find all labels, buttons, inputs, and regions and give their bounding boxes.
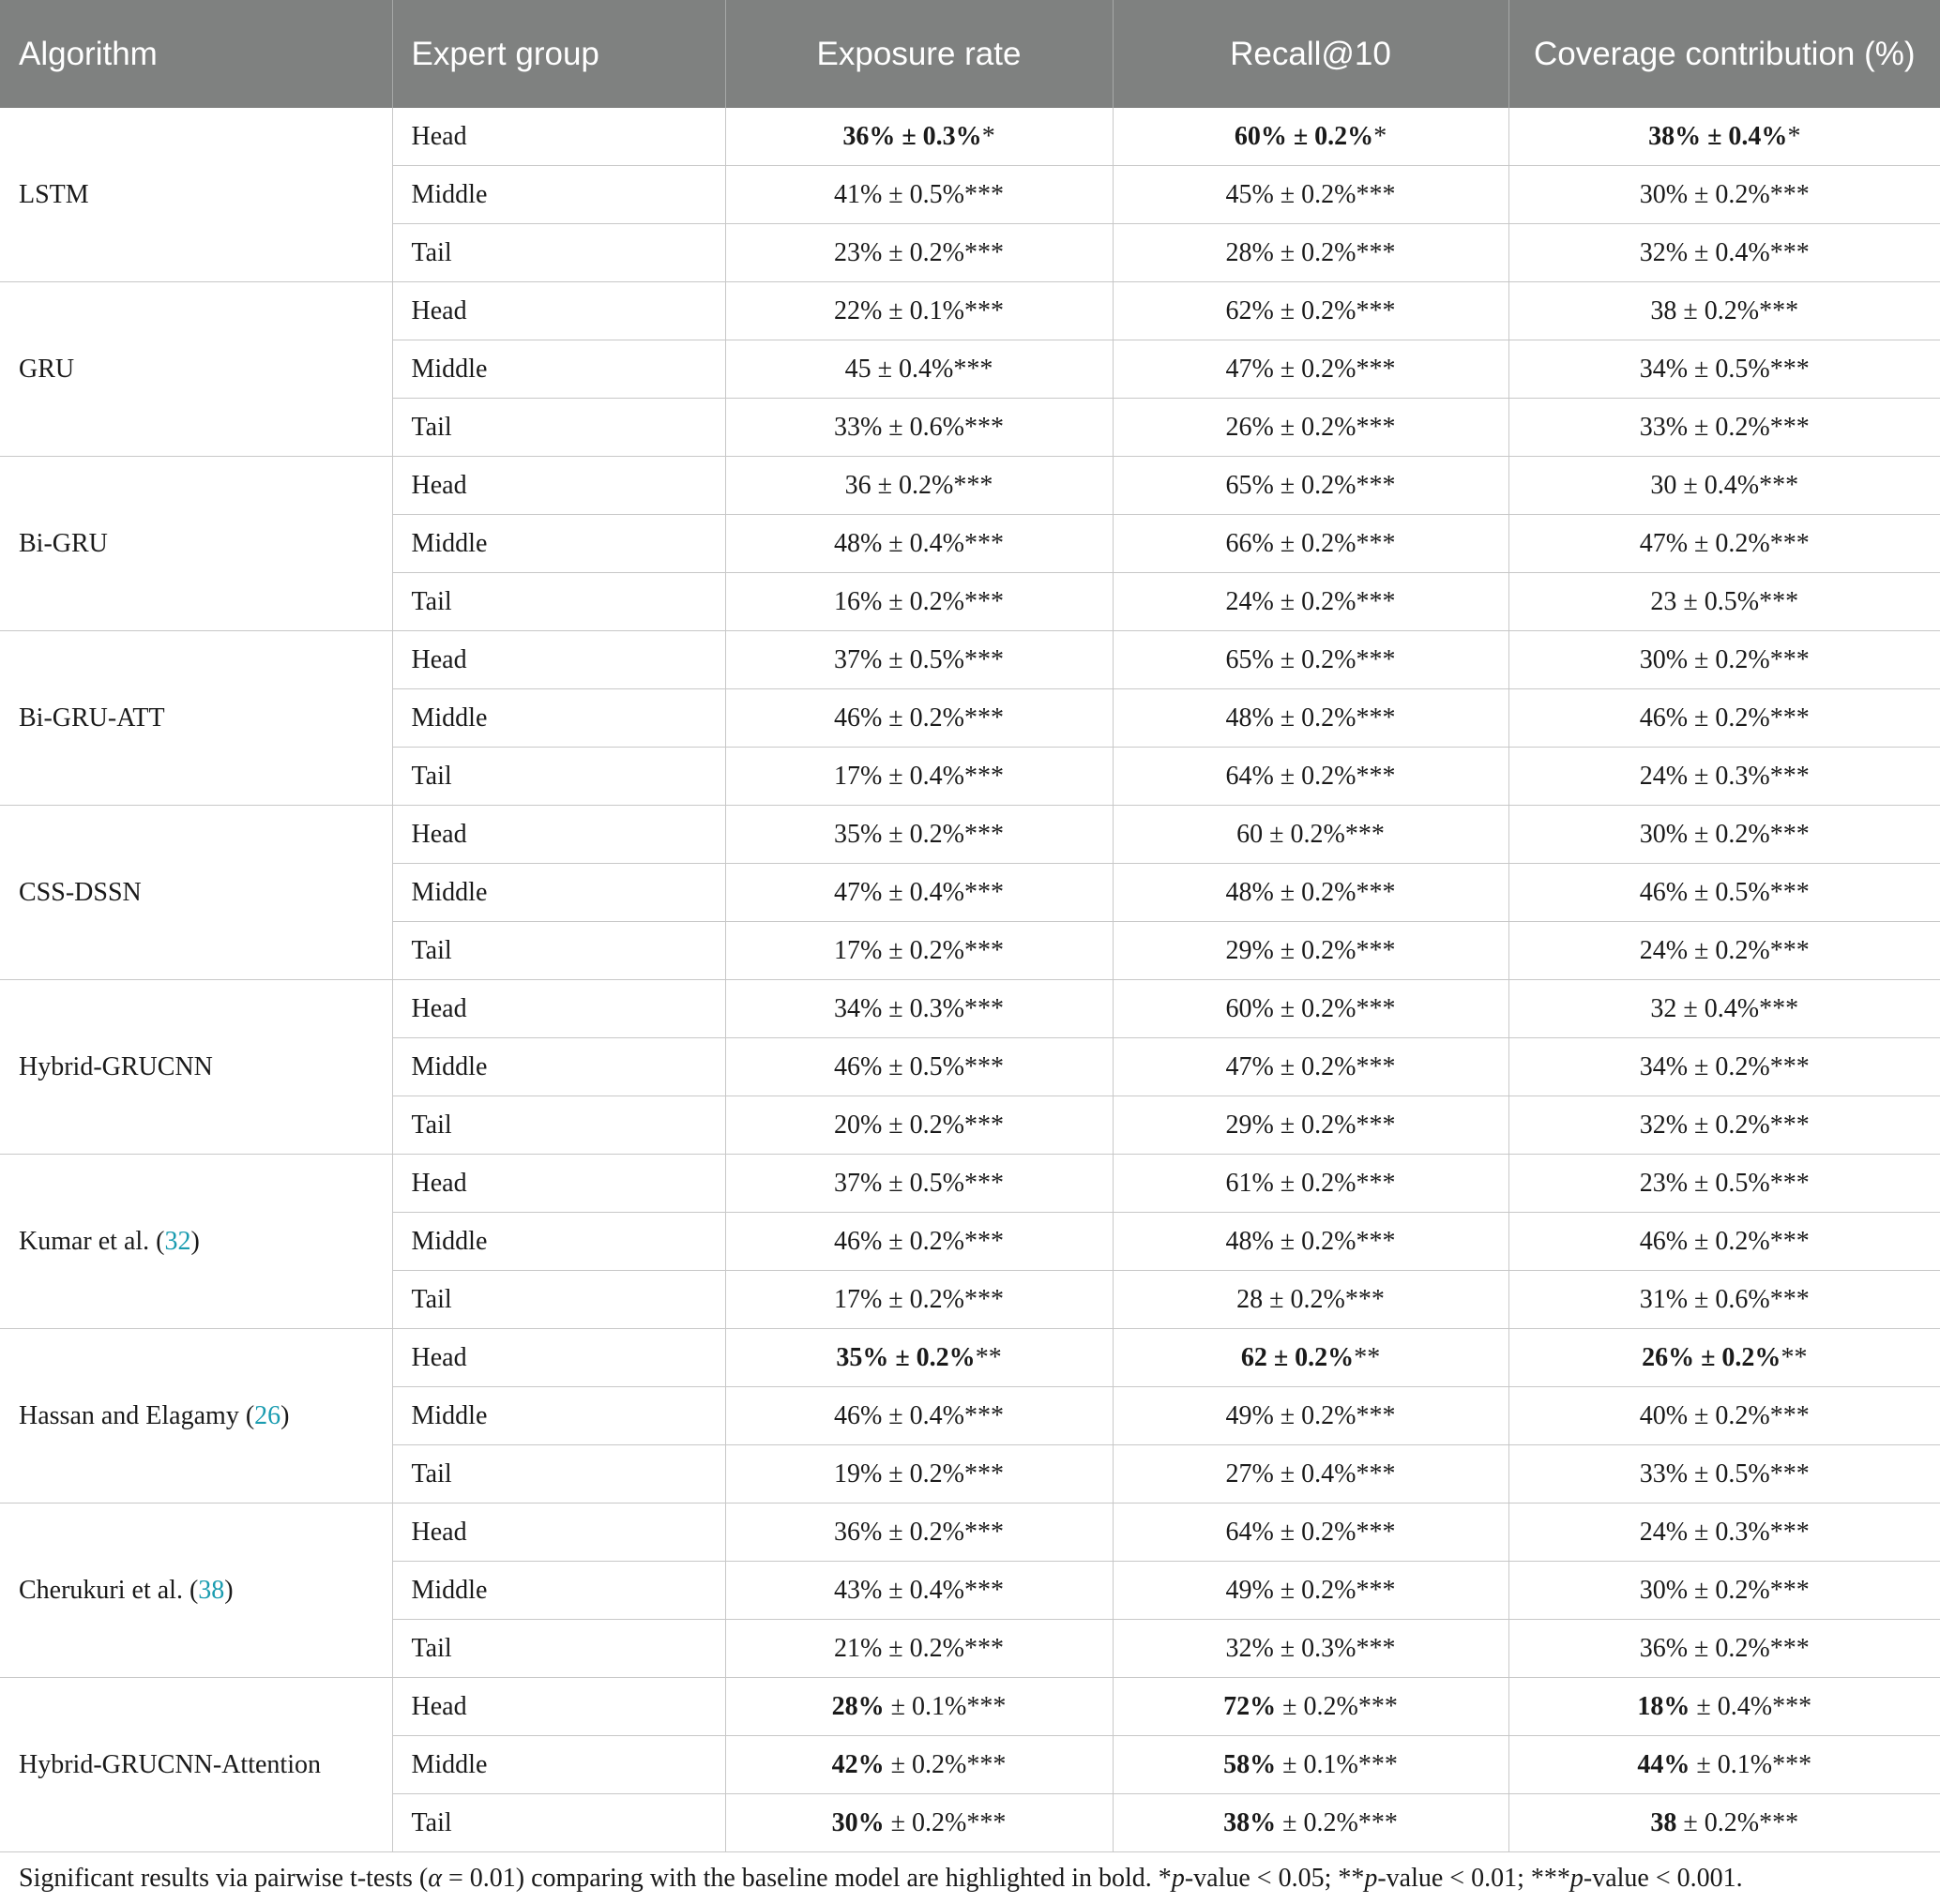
recall-at-10-cell bbox=[1113, 689, 1508, 748]
coverage-contribution-cell bbox=[1508, 224, 1940, 282]
exposure-rate-cell bbox=[725, 515, 1113, 573]
value-text: 46% ± 0.2%*** bbox=[1639, 703, 1810, 733]
bold-value: 72% bbox=[1223, 1692, 1277, 1721]
algorithm-cell bbox=[0, 806, 392, 980]
exposure-rate-cell bbox=[725, 399, 1113, 457]
coverage-contribution-cell bbox=[1508, 1562, 1940, 1620]
reference-close-paren: ) bbox=[190, 1227, 200, 1256]
bold-value: 35% ± 0.2% bbox=[836, 1343, 976, 1372]
value-text: 28 ± 0.2%*** bbox=[1236, 1285, 1385, 1314]
reference-link[interactable]: 38 bbox=[198, 1576, 225, 1605]
value-text: ± 0.1%*** bbox=[884, 1692, 1007, 1721]
reference-link[interactable]: 26 bbox=[254, 1401, 281, 1430]
table-row bbox=[0, 806, 1940, 864]
recall-at-10-cell bbox=[1113, 1038, 1508, 1096]
table-row bbox=[0, 1504, 1940, 1562]
coverage-contribution-cell bbox=[1508, 748, 1940, 806]
value-text: 30% ± 0.2%*** bbox=[1639, 820, 1810, 849]
value-text: 35% ± 0.2%*** bbox=[833, 820, 1004, 849]
algorithm-name: Bi-GRU-ATT bbox=[19, 703, 165, 733]
recall-at-10-cell bbox=[1113, 108, 1508, 166]
value-text: 46% ± 0.5%*** bbox=[833, 1052, 1004, 1081]
value-text: 24% ± 0.3%*** bbox=[1639, 762, 1810, 791]
value-text: 31% ± 0.6%*** bbox=[1639, 1285, 1810, 1314]
header-exposure-rate: Exposure rate bbox=[725, 0, 1113, 108]
expert-group-cell: Head bbox=[392, 457, 725, 515]
table-footnote bbox=[0, 1852, 1940, 1896]
coverage-contribution-cell bbox=[1508, 1504, 1940, 1562]
value-text: 26% ± 0.2%*** bbox=[1225, 413, 1396, 442]
recall-at-10-cell bbox=[1113, 166, 1508, 224]
coverage-contribution-cell bbox=[1508, 282, 1940, 340]
coverage-contribution-cell bbox=[1508, 1038, 1940, 1096]
recall-at-10-cell bbox=[1113, 1387, 1508, 1445]
bold-value: 30% bbox=[831, 1808, 885, 1837]
value-text: 37% ± 0.5%*** bbox=[833, 1169, 1004, 1198]
value-text: 64% ± 0.2%*** bbox=[1225, 762, 1396, 791]
value-text: 30% ± 0.2%*** bbox=[1639, 1576, 1810, 1605]
algorithm-cell bbox=[0, 1504, 392, 1678]
footnote-part: = 0.01) comparing with the baseline model are highlighted in bold. * bbox=[441, 1864, 1172, 1893]
value-text: 32% ± 0.2%*** bbox=[1639, 1111, 1810, 1140]
algorithm-name: Hassan and Elagamy ( bbox=[19, 1401, 255, 1430]
value-text: 36% ± 0.2%*** bbox=[1639, 1634, 1810, 1663]
value-text: 41% ± 0.5%*** bbox=[833, 180, 1004, 209]
footnote-part: -value < 0.001. bbox=[1583, 1864, 1743, 1893]
expert-group-cell: Head bbox=[392, 806, 725, 864]
value-text: * bbox=[981, 122, 995, 151]
algorithm-cell bbox=[0, 1329, 392, 1504]
exposure-rate-cell bbox=[725, 108, 1113, 166]
value-text: 60 ± 0.2%*** bbox=[1236, 820, 1385, 849]
value-text: 19% ± 0.2%*** bbox=[833, 1459, 1004, 1488]
value-text: 48% ± 0.2%*** bbox=[1225, 703, 1396, 733]
exposure-rate-cell bbox=[725, 573, 1113, 631]
expert-group-cell: Head bbox=[392, 1678, 725, 1736]
table-row bbox=[0, 980, 1940, 1038]
coverage-contribution-cell bbox=[1508, 399, 1940, 457]
expert-group-cell: Head bbox=[392, 282, 725, 340]
value-text: 28% ± 0.2%*** bbox=[1225, 238, 1396, 267]
value-text: 16% ± 0.2%*** bbox=[833, 587, 1004, 616]
coverage-contribution-cell bbox=[1508, 108, 1940, 166]
algorithm-name: Cherukuri et al. ( bbox=[19, 1576, 199, 1605]
value-text: 43% ± 0.4%*** bbox=[833, 1576, 1004, 1605]
value-text: 48% ± 0.2%*** bbox=[1225, 1227, 1396, 1256]
exposure-rate-cell bbox=[725, 864, 1113, 922]
recall-at-10-cell bbox=[1113, 1096, 1508, 1155]
footnote-part: Significant results via pairwise t-tests ( bbox=[19, 1864, 429, 1893]
value-text: ± 0.2%*** bbox=[1276, 1692, 1398, 1721]
value-text: 61% ± 0.2%*** bbox=[1225, 1169, 1396, 1198]
exposure-rate-cell bbox=[725, 1445, 1113, 1504]
exposure-rate-cell bbox=[725, 922, 1113, 980]
algorithm-cell bbox=[0, 1678, 392, 1852]
bold-value: 36% ± 0.3% bbox=[842, 122, 982, 151]
value-text: 20% ± 0.2%*** bbox=[833, 1111, 1004, 1140]
value-text: 30% ± 0.2%*** bbox=[1639, 180, 1810, 209]
coverage-contribution-cell bbox=[1508, 1096, 1940, 1155]
exposure-rate-cell bbox=[725, 1213, 1113, 1271]
recall-at-10-cell bbox=[1113, 806, 1508, 864]
table-body bbox=[0, 108, 1940, 1852]
reference-close-paren: ) bbox=[224, 1576, 234, 1605]
exposure-rate-cell bbox=[725, 980, 1113, 1038]
table-row bbox=[0, 1678, 1940, 1736]
recall-at-10-cell bbox=[1113, 282, 1508, 340]
bold-value: 62 ± 0.2% bbox=[1240, 1343, 1355, 1372]
coverage-contribution-cell bbox=[1508, 806, 1940, 864]
coverage-contribution-cell bbox=[1508, 980, 1940, 1038]
coverage-contribution-cell bbox=[1508, 631, 1940, 689]
expert-group-cell: Middle bbox=[392, 1736, 725, 1794]
value-text: 29% ± 0.2%*** bbox=[1225, 936, 1396, 965]
value-text: ± 0.1%*** bbox=[1276, 1750, 1398, 1779]
recall-at-10-cell bbox=[1113, 864, 1508, 922]
value-text: 23% ± 0.5%*** bbox=[1639, 1169, 1810, 1198]
recall-at-10-cell bbox=[1113, 980, 1508, 1038]
value-text: 32 ± 0.4%*** bbox=[1650, 994, 1799, 1023]
exposure-rate-cell bbox=[725, 1504, 1113, 1562]
exposure-rate-cell bbox=[725, 1096, 1113, 1155]
header-algorithm: Algorithm bbox=[0, 0, 392, 108]
recall-at-10-cell bbox=[1113, 922, 1508, 980]
recall-at-10-cell bbox=[1113, 1271, 1508, 1329]
recall-at-10-cell bbox=[1113, 1736, 1508, 1794]
table-header bbox=[0, 0, 1940, 108]
bold-value: 38 bbox=[1650, 1808, 1677, 1837]
value-text: 46% ± 0.2%*** bbox=[1639, 1227, 1810, 1256]
value-text: 48% ± 0.2%*** bbox=[1225, 878, 1396, 907]
recall-at-10-cell bbox=[1113, 1504, 1508, 1562]
expert-group-cell: Middle bbox=[392, 689, 725, 748]
value-text: 33% ± 0.6%*** bbox=[833, 413, 1004, 442]
value-text: 36 ± 0.2%*** bbox=[844, 471, 993, 500]
recall-at-10-cell bbox=[1113, 1213, 1508, 1271]
value-text: 29% ± 0.2%*** bbox=[1225, 1111, 1396, 1140]
expert-group-cell: Head bbox=[392, 1329, 725, 1387]
value-text: 47% ± 0.4%*** bbox=[833, 878, 1004, 907]
value-text: 23 ± 0.5%*** bbox=[1650, 587, 1799, 616]
value-text: 49% ± 0.2%*** bbox=[1225, 1576, 1396, 1605]
value-text: 62% ± 0.2%*** bbox=[1225, 296, 1396, 325]
value-text: 23% ± 0.2%*** bbox=[833, 238, 1004, 267]
algorithm-name: Hybrid-GRUCNN bbox=[19, 1052, 213, 1081]
expert-group-cell: Tail bbox=[392, 399, 725, 457]
value-text: 47% ± 0.2%*** bbox=[1639, 529, 1810, 558]
table-row bbox=[0, 1329, 1940, 1387]
footnote-alpha: α bbox=[428, 1864, 442, 1893]
coverage-contribution-cell bbox=[1508, 1387, 1940, 1445]
coverage-contribution-cell bbox=[1508, 1445, 1940, 1504]
bold-value: 26% ± 0.2% bbox=[1642, 1343, 1781, 1372]
value-text: 22% ± 0.1%*** bbox=[833, 296, 1004, 325]
value-text: 30 ± 0.4%*** bbox=[1650, 471, 1799, 500]
algorithm-name: GRU bbox=[19, 355, 75, 384]
bold-value: 38% ± 0.4% bbox=[1648, 122, 1788, 151]
value-text: ** bbox=[975, 1343, 1002, 1372]
bold-value: 44% bbox=[1637, 1750, 1690, 1779]
algorithm-name: Kumar et al. ( bbox=[19, 1227, 165, 1256]
expert-group-cell: Head bbox=[392, 108, 725, 166]
value-text: 65% ± 0.2%*** bbox=[1225, 645, 1396, 674]
value-text: 24% ± 0.2%*** bbox=[1225, 587, 1396, 616]
exposure-rate-cell bbox=[725, 748, 1113, 806]
expert-group-cell: Tail bbox=[392, 1794, 725, 1852]
expert-group-cell: Middle bbox=[392, 864, 725, 922]
exposure-rate-cell bbox=[725, 166, 1113, 224]
exposure-rate-cell bbox=[725, 1562, 1113, 1620]
algorithm-cell bbox=[0, 282, 392, 457]
recall-at-10-cell bbox=[1113, 1155, 1508, 1213]
value-text: 49% ± 0.2%*** bbox=[1225, 1401, 1396, 1430]
table-row bbox=[0, 631, 1940, 689]
coverage-contribution-cell bbox=[1508, 1213, 1940, 1271]
algorithm-cell bbox=[0, 980, 392, 1155]
exposure-rate-cell bbox=[725, 340, 1113, 399]
value-text: ± 0.1%*** bbox=[1690, 1750, 1812, 1779]
recall-at-10-cell bbox=[1113, 1445, 1508, 1504]
value-text: ** bbox=[1354, 1343, 1381, 1372]
coverage-contribution-cell bbox=[1508, 1678, 1940, 1736]
algorithm-cell bbox=[0, 631, 392, 806]
bold-value: 60% ± 0.2% bbox=[1234, 122, 1374, 151]
value-text: 46% ± 0.5%*** bbox=[1639, 878, 1810, 907]
expert-group-cell: Tail bbox=[392, 224, 725, 282]
value-text: 36% ± 0.2%*** bbox=[833, 1518, 1004, 1547]
value-text: 34% ± 0.2%*** bbox=[1639, 1052, 1810, 1081]
bold-value: 18% bbox=[1637, 1692, 1690, 1721]
reference-close-paren: ) bbox=[280, 1401, 290, 1430]
expert-group-cell: Middle bbox=[392, 515, 725, 573]
exposure-rate-cell bbox=[725, 1387, 1113, 1445]
coverage-contribution-cell bbox=[1508, 457, 1940, 515]
value-text: * bbox=[1787, 122, 1801, 151]
bold-value: 38% bbox=[1223, 1808, 1277, 1837]
exposure-rate-cell bbox=[725, 282, 1113, 340]
value-text: 32% ± 0.4%*** bbox=[1639, 238, 1810, 267]
expert-group-cell: Tail bbox=[392, 748, 725, 806]
value-text: ± 0.2%*** bbox=[1276, 1808, 1398, 1837]
value-text: 24% ± 0.2%*** bbox=[1639, 936, 1810, 965]
recall-at-10-cell bbox=[1113, 631, 1508, 689]
exposure-rate-cell bbox=[725, 1620, 1113, 1678]
recall-at-10-cell bbox=[1113, 457, 1508, 515]
expert-group-cell: Middle bbox=[392, 1387, 725, 1445]
table-row bbox=[0, 1155, 1940, 1213]
coverage-contribution-cell bbox=[1508, 864, 1940, 922]
coverage-contribution-cell bbox=[1508, 573, 1940, 631]
value-text: 34% ± 0.3%*** bbox=[833, 994, 1004, 1023]
value-text: 17% ± 0.2%*** bbox=[833, 936, 1004, 965]
bold-value: 28% bbox=[831, 1692, 885, 1721]
value-text: 46% ± 0.2%*** bbox=[833, 703, 1004, 733]
algorithm-name: Bi-GRU bbox=[19, 529, 108, 558]
coverage-contribution-cell bbox=[1508, 340, 1940, 399]
value-text: 17% ± 0.4%*** bbox=[833, 762, 1004, 791]
table-row bbox=[0, 282, 1940, 340]
value-text: 27% ± 0.4%*** bbox=[1225, 1459, 1396, 1488]
footnote-p: p bbox=[1364, 1864, 1378, 1893]
coverage-contribution-cell bbox=[1508, 1329, 1940, 1387]
header-coverage-contribution: Coverage contribution (%) bbox=[1508, 0, 1940, 108]
value-text: 65% ± 0.2%*** bbox=[1225, 471, 1396, 500]
exposure-rate-cell bbox=[725, 1794, 1113, 1852]
bold-value: 42% bbox=[831, 1750, 885, 1779]
value-text: 21% ± 0.2%*** bbox=[833, 1634, 1004, 1663]
value-text: ± 0.4%*** bbox=[1690, 1692, 1812, 1721]
exposure-rate-cell bbox=[725, 224, 1113, 282]
value-text: 34% ± 0.5%*** bbox=[1639, 355, 1810, 384]
recall-at-10-cell bbox=[1113, 1620, 1508, 1678]
value-text: ** bbox=[1781, 1343, 1808, 1372]
expert-group-cell: Head bbox=[392, 1155, 725, 1213]
recall-at-10-cell bbox=[1113, 399, 1508, 457]
exposure-rate-cell bbox=[725, 806, 1113, 864]
value-text: 40% ± 0.2%*** bbox=[1639, 1401, 1810, 1430]
bold-value: 58% bbox=[1223, 1750, 1277, 1779]
footnote-part: -value < 0.05; ** bbox=[1184, 1864, 1365, 1893]
value-text: 47% ± 0.2%*** bbox=[1225, 355, 1396, 384]
expert-group-cell: Middle bbox=[392, 166, 725, 224]
coverage-contribution-cell bbox=[1508, 1794, 1940, 1852]
expert-group-cell: Middle bbox=[392, 1562, 725, 1620]
value-text: ± 0.2%*** bbox=[884, 1808, 1007, 1837]
expert-group-cell: Tail bbox=[392, 922, 725, 980]
expert-group-cell: Tail bbox=[392, 1445, 725, 1504]
value-text: ± 0.2%*** bbox=[884, 1750, 1007, 1779]
header-expert-group: Expert group bbox=[392, 0, 725, 108]
recall-at-10-cell bbox=[1113, 573, 1508, 631]
value-text: 37% ± 0.5%*** bbox=[833, 645, 1004, 674]
coverage-contribution-cell bbox=[1508, 166, 1940, 224]
value-text: 32% ± 0.3%*** bbox=[1225, 1634, 1396, 1663]
algorithm-cell bbox=[0, 457, 392, 631]
recall-at-10-cell bbox=[1113, 1678, 1508, 1736]
value-text: 60% ± 0.2%*** bbox=[1225, 994, 1396, 1023]
expert-group-cell: Tail bbox=[392, 1271, 725, 1329]
recall-at-10-cell bbox=[1113, 748, 1508, 806]
exposure-rate-cell bbox=[725, 689, 1113, 748]
value-text: 45 ± 0.4%*** bbox=[844, 355, 993, 384]
value-text: 45% ± 0.2%*** bbox=[1225, 180, 1396, 209]
header-row bbox=[0, 0, 1940, 108]
exposure-rate-cell bbox=[725, 631, 1113, 689]
value-text: 64% ± 0.2%*** bbox=[1225, 1518, 1396, 1547]
expert-group-cell: Head bbox=[392, 1504, 725, 1562]
footnote-p: p bbox=[1569, 1864, 1584, 1893]
recall-at-10-cell bbox=[1113, 1562, 1508, 1620]
recall-at-10-cell bbox=[1113, 1794, 1508, 1852]
expert-group-cell: Middle bbox=[392, 1213, 725, 1271]
exposure-rate-cell bbox=[725, 1038, 1113, 1096]
coverage-contribution-cell bbox=[1508, 689, 1940, 748]
exposure-rate-cell bbox=[725, 1736, 1113, 1794]
table-row bbox=[0, 108, 1940, 166]
coverage-contribution-cell bbox=[1508, 1155, 1940, 1213]
algorithm-name: LSTM bbox=[19, 180, 89, 209]
recall-at-10-cell bbox=[1113, 340, 1508, 399]
value-text: 66% ± 0.2%*** bbox=[1225, 529, 1396, 558]
expert-group-cell: Middle bbox=[392, 1038, 725, 1096]
value-text: * bbox=[1373, 122, 1387, 151]
value-text: 17% ± 0.2%*** bbox=[833, 1285, 1004, 1314]
value-text: 48% ± 0.4%*** bbox=[833, 529, 1004, 558]
value-text: 47% ± 0.2%*** bbox=[1225, 1052, 1396, 1081]
algorithm-cell bbox=[0, 108, 392, 282]
value-text: 38 ± 0.2%*** bbox=[1650, 296, 1799, 325]
value-text: 46% ± 0.2%*** bbox=[833, 1227, 1004, 1256]
value-text: ± 0.2%*** bbox=[1676, 1808, 1799, 1837]
expert-group-cell: Head bbox=[392, 631, 725, 689]
coverage-contribution-cell bbox=[1508, 1620, 1940, 1678]
exposure-rate-cell bbox=[725, 1155, 1113, 1213]
value-text: 46% ± 0.4%*** bbox=[833, 1401, 1004, 1430]
reference-link[interactable]: 32 bbox=[164, 1227, 191, 1256]
exposure-rate-cell bbox=[725, 1271, 1113, 1329]
value-text: 33% ± 0.2%*** bbox=[1639, 413, 1810, 442]
coverage-contribution-cell bbox=[1508, 922, 1940, 980]
recall-at-10-cell bbox=[1113, 515, 1508, 573]
value-text: 33% ± 0.5%*** bbox=[1639, 1459, 1810, 1488]
algorithm-name: CSS-DSSN bbox=[19, 878, 142, 907]
algorithm-name: Hybrid-GRUCNN-Attention bbox=[19, 1750, 321, 1779]
coverage-contribution-cell bbox=[1508, 515, 1940, 573]
recall-at-10-cell bbox=[1113, 1329, 1508, 1387]
exposure-rate-cell bbox=[725, 1329, 1113, 1387]
footnote-part: -value < 0.01; *** bbox=[1377, 1864, 1570, 1893]
exposure-rate-cell bbox=[725, 1678, 1113, 1736]
recall-at-10-cell bbox=[1113, 224, 1508, 282]
expert-group-cell: Tail bbox=[392, 573, 725, 631]
coverage-contribution-cell bbox=[1508, 1736, 1940, 1794]
table-row bbox=[0, 457, 1940, 515]
expert-group-cell: Head bbox=[392, 980, 725, 1038]
footnote-p: p bbox=[1171, 1864, 1185, 1893]
expert-group-cell: Middle bbox=[392, 340, 725, 399]
value-text: 24% ± 0.3%*** bbox=[1639, 1518, 1810, 1547]
value-text: 30% ± 0.2%*** bbox=[1639, 645, 1810, 674]
exposure-rate-cell bbox=[725, 457, 1113, 515]
header-recall-at-10: Recall@10 bbox=[1113, 0, 1508, 108]
algorithm-cell bbox=[0, 1155, 392, 1329]
expert-group-cell: Tail bbox=[392, 1620, 725, 1678]
coverage-contribution-cell bbox=[1508, 1271, 1940, 1329]
expert-group-cell: Tail bbox=[392, 1096, 725, 1155]
